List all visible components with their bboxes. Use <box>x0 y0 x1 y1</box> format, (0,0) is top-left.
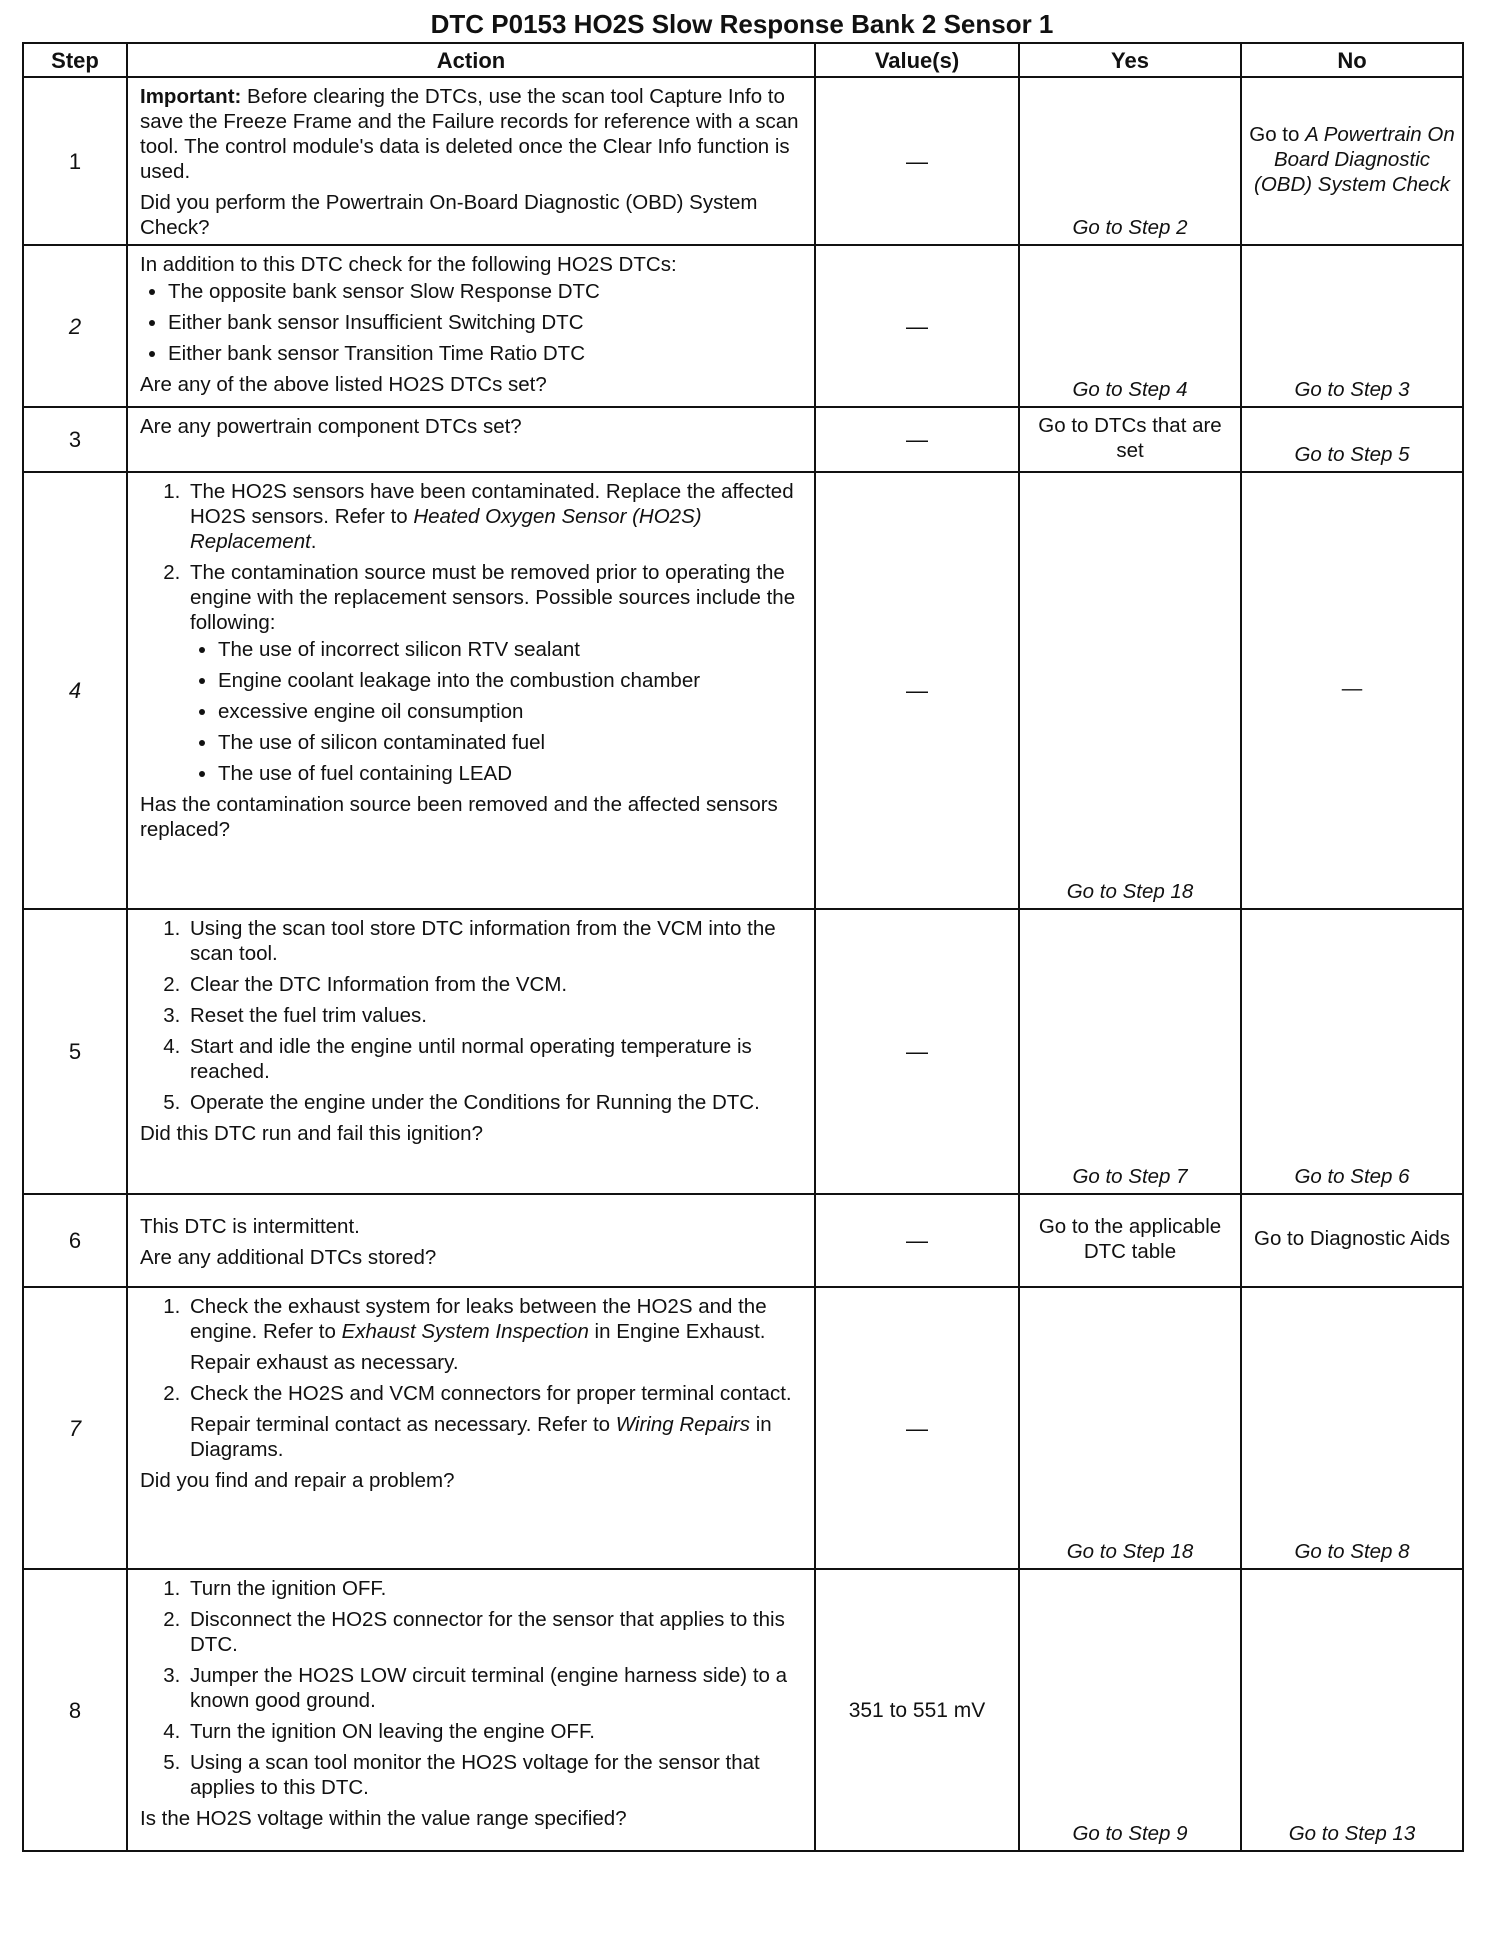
action-cell <box>127 472 815 909</box>
list-item: • excessive engine oil consumption <box>218 699 804 724</box>
header-step: Step <box>23 43 127 77</box>
step-number: 8 <box>23 1569 127 1851</box>
action-cell <box>127 245 815 407</box>
yes-cell <box>1019 245 1241 407</box>
no-link[interactable]: Go to Diagnostic Aids <box>1254 1227 1450 1250</box>
yes-link[interactable]: Go to Step 7 <box>1072 1165 1188 1188</box>
no-cell <box>1241 1569 1463 1851</box>
list-item: 1. Turn the ignition OFF. <box>186 1576 804 1601</box>
no-cell <box>1241 1287 1463 1569</box>
yes-cell <box>1019 1287 1241 1569</box>
no-cell: — <box>1241 472 1463 909</box>
table-row-step-1 <box>23 77 1463 245</box>
question-text: Did you find and repair a problem? <box>140 1469 455 1492</box>
yes-link[interactable]: Go to Step 2 <box>1072 216 1188 239</box>
no-link[interactable]: Go to Step 3 <box>1294 378 1410 401</box>
important-note <box>140 84 804 184</box>
table-row-step-2 <box>23 245 1463 407</box>
step-number: 3 <box>23 407 127 472</box>
list-item: • Either bank sensor Insufficient Switching DTC <box>168 310 804 335</box>
reference-link[interactable]: Exhaust System Inspection <box>341 1320 589 1343</box>
table-row-step-8 <box>23 1569 1463 1851</box>
list-item: 2. Disconnect the HO2S connector for the sensor that applies to this DTC. <box>186 1607 804 1657</box>
no-link[interactable]: Go to Step 13 <box>1288 1822 1416 1845</box>
no-prefix: Go to <box>1249 122 1306 146</box>
step-number: 6 <box>23 1194 127 1287</box>
list-item: 2. The contamination source must be removed prior to operating the engine with the replacement sensors. Possible sources include the following: • The use of incorrect silicon RTV sealant • Engine coolant leakage into the combustion chamber • excessive engine oil consumption • The use of silicon contaminated fuel • The use of fuel containing LEAD <box>186 560 804 786</box>
numbered-list <box>140 479 804 786</box>
action-cell <box>127 77 815 245</box>
list-item: 3. Jumper the HO2S LOW circuit terminal (engine harness side) to a known good ground. <box>186 1663 804 1713</box>
important-text: Before clearing the DTCs, use the scan tool Capture Info to save the Freeze Frame and the Failure records for reference with a scan tool. The control module's data is deleted once the Clear Info function is used. <box>140 85 799 183</box>
list-item: 2. Check the HO2S and VCM connectors for proper terminal contact. Repair terminal contact as necessary. Refer to Wiring Repairs in Diagrams. <box>186 1381 804 1462</box>
list-item: • The opposite bank sensor Slow Response DTC <box>168 279 804 304</box>
value-cell: — <box>815 1194 1019 1287</box>
numbered-list <box>140 1576 804 1800</box>
yes-link[interactable]: Go to the applicable DTC table <box>1038 1214 1222 1263</box>
yes-link[interactable]: Go to Step 4 <box>1072 378 1188 401</box>
header-yes: Yes <box>1019 43 1241 77</box>
no-cell <box>1241 909 1463 1194</box>
table-row-step-7 <box>23 1287 1463 1569</box>
step-number: 7 <box>23 1287 127 1569</box>
statement-text: This DTC is intermittent. <box>140 1214 360 1238</box>
value-cell: — <box>815 1287 1019 1569</box>
yes-cell <box>1019 1194 1241 1287</box>
list-item: 1. The HO2S sensors have been contaminated. Replace the affected HO2S sensors. Refer to Heated Oxygen Sensor (HO2S) Replacement. <box>186 479 804 554</box>
table-row-step-5 <box>23 909 1463 1194</box>
no-cell <box>1241 245 1463 407</box>
action-cell <box>127 1194 815 1287</box>
bullet-list <box>190 637 804 786</box>
list-item: • Engine coolant leakage into the combustion chamber <box>218 668 804 693</box>
reference-link[interactable]: Heated Oxygen Sensor (HO2S) Replacement <box>190 505 702 553</box>
action-cell <box>127 407 815 472</box>
yes-link[interactable]: Go to DTCs that are set <box>1038 413 1222 462</box>
question-text: Are any of the above listed HO2S DTCs set? <box>140 373 547 396</box>
yes-cell <box>1019 1569 1241 1851</box>
question-text: Are any additional DTCs stored? <box>140 1245 437 1269</box>
question-text: Has the contamination source been removed and the affected sensors replaced? <box>140 793 778 841</box>
yes-link[interactable]: Go to Step 18 <box>1066 1540 1194 1563</box>
value-cell: — <box>815 407 1019 472</box>
list-item: 1. Using the scan tool store DTC information from the VCM into the scan tool. <box>186 916 804 966</box>
bullet-list <box>140 279 804 366</box>
question-text: Are any powertrain component DTCs set? <box>140 415 522 438</box>
list-item: 4. Start and idle the engine until normal operating temperature is reached. <box>186 1034 804 1084</box>
yes-cell <box>1019 909 1241 1194</box>
list-item: • The use of silicon contaminated fuel <box>218 730 804 755</box>
value-cell: — <box>815 245 1019 407</box>
action-cell <box>127 1569 815 1851</box>
numbered-list <box>140 1294 804 1462</box>
list-item: • The use of incorrect silicon RTV sealant <box>218 637 804 662</box>
no-link[interactable]: Go to Step 6 <box>1294 1165 1410 1188</box>
page-title: DTC P0153 HO2S Slow Response Bank 2 Sensor 1 <box>430 9 1054 39</box>
intro-text: In addition to this DTC check for the following HO2S DTCs: <box>140 253 677 276</box>
table-row-step-6 <box>23 1194 1463 1287</box>
no-cell <box>1241 1194 1463 1287</box>
yes-link[interactable]: Go to Step 9 <box>1072 1822 1188 1845</box>
value-cell: — <box>815 77 1019 245</box>
question-text: Did this DTC run and fail this ignition? <box>140 1122 483 1145</box>
step-number: 5 <box>23 909 127 1194</box>
question-text: Did you perform the Powertrain On-Board Diagnostic (OBD) System Check? <box>140 191 758 239</box>
list-item: 5. Using a scan tool monitor the HO2S voltage for the sensor that applies to this DTC. <box>186 1750 804 1800</box>
header-row <box>23 43 1463 77</box>
no-cell <box>1241 407 1463 472</box>
list-item: 4. Turn the ignition ON leaving the engine OFF. <box>186 1719 804 1744</box>
diagnostic-table <box>22 42 1464 1852</box>
no-link[interactable]: Go to Step 8 <box>1294 1540 1410 1563</box>
step-number: 1 <box>23 77 127 245</box>
table-row-step-3 <box>23 407 1463 472</box>
yes-cell <box>1019 472 1241 909</box>
list-item: 2. Clear the DTC Information from the VCM. <box>186 972 804 997</box>
step-number: 2 <box>23 245 127 407</box>
yes-cell <box>1019 77 1241 245</box>
value-cell: — <box>815 472 1019 909</box>
reference-link[interactable]: Wiring Repairs <box>615 1413 750 1436</box>
table-row-step-4 <box>23 472 1463 909</box>
no-link[interactable]: A Powertrain On Board Diagnostic (OBD) System Check <box>1254 122 1455 196</box>
list-item: • The use of fuel containing LEAD <box>218 761 804 786</box>
sub-step: Repair exhaust as necessary. <box>190 1351 459 1374</box>
important-label: Important: <box>140 85 242 108</box>
yes-cell <box>1019 407 1241 472</box>
list-item: • Either bank sensor Transition Time Ratio DTC <box>168 341 804 366</box>
header-action: Action <box>127 43 815 77</box>
value-cell: 351 to 551 mV <box>815 1569 1019 1851</box>
action-cell <box>127 1287 815 1569</box>
action-cell <box>127 909 815 1194</box>
header-no: No <box>1241 43 1463 77</box>
list-item: 3. Reset the fuel trim values. <box>186 1003 804 1028</box>
yes-link[interactable]: Go to Step 18 <box>1066 880 1194 903</box>
step-number: 4 <box>23 472 127 909</box>
question-text: Is the HO2S voltage within the value range specified? <box>140 1807 627 1830</box>
numbered-list <box>140 916 804 1115</box>
no-link[interactable]: Go to Step 5 <box>1294 443 1410 466</box>
sub-step: Repair terminal contact as necessary. Refer to Wiring Repairs in Diagrams. <box>190 1413 772 1461</box>
no-cell <box>1241 77 1463 245</box>
list-item: 1. Check the exhaust system for leaks between the HO2S and the engine. Refer to Exhaust System Inspection in Engine Exhaust. Repair exhaust as necessary. <box>186 1294 804 1375</box>
header-values: Value(s) <box>815 43 1019 77</box>
list-item: 5. Operate the engine under the Conditions for Running the DTC. <box>186 1090 804 1115</box>
value-cell: — <box>815 909 1019 1194</box>
